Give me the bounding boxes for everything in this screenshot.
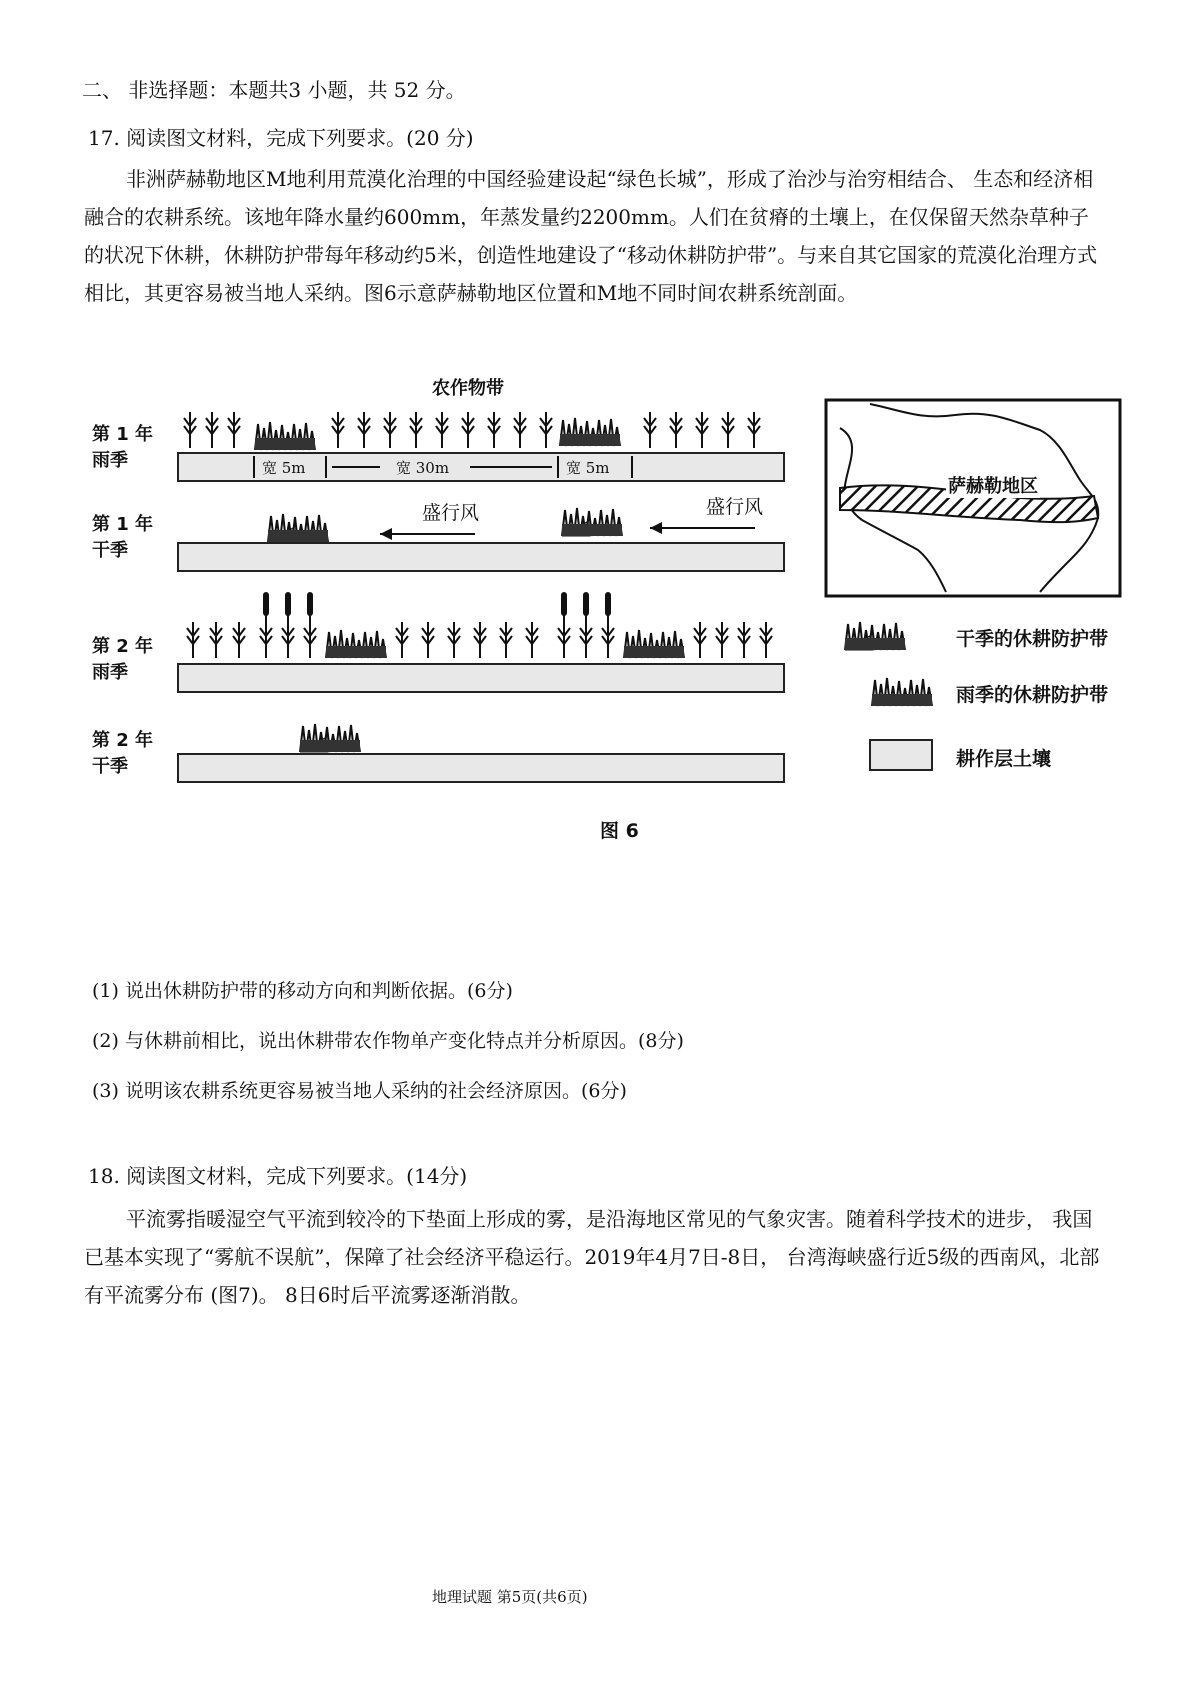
- question-18-paragraph: 平流雾指暖湿空气平流到较冷的下垫面上形成的雾，是沿海地区常见的气象灾害。随着科学技术的进步， 我国已基本实现了“雾航不误航”，保障了社会经济平稳运行。2019年4月7日-8日， 台湾海峡盛行近5级的西南风，北部有平流雾分布 (图7)。 8日6时后平流雾逐渐消散。: [84, 1207, 1100, 1307]
- section-heading: 二、 非选择题：本题共3 小题，共 52 分。: [82, 78, 466, 102]
- row-label-year2-rainy: 第 2 年 雨季: [92, 636, 154, 683]
- rainy-fallow-belt: [624, 630, 684, 658]
- legend-label-dry: 干季的休耕防护带: [956, 628, 1109, 650]
- soil-layer: [178, 754, 784, 782]
- dry-fallow-belt: [268, 514, 328, 542]
- page-footer: 地理试题 第5页(共6页): [432, 1588, 588, 1606]
- figure-6: [0, 370, 1200, 850]
- figure-6-graphic: [0, 370, 1200, 850]
- sahel-map: [826, 400, 1120, 596]
- figure-caption: 图 6: [600, 820, 639, 842]
- width-label-5m-left: 宽 5m: [262, 459, 306, 477]
- row-label-year1-dry: 第 1 年 干季: [92, 514, 154, 561]
- dry-fallow-belt: [562, 508, 622, 536]
- legend-label-rainy: 雨季的休耕防护带: [956, 684, 1109, 706]
- row-label-year2-dry: 第 2 年 干季: [92, 730, 154, 777]
- crop-band-left: [184, 412, 240, 448]
- width-label-30m: 宽 30m: [396, 459, 450, 477]
- crop-band-label: 农作物带: [432, 378, 504, 399]
- rainy-season-fallow-belt-icon: [872, 678, 932, 706]
- row-year1-dry: [178, 508, 784, 571]
- cultivated-soil-icon: [870, 740, 932, 770]
- row-year2-rainy: [178, 592, 784, 692]
- crop-band-right: [644, 412, 760, 448]
- wind-label-left: 盛行风: [422, 502, 480, 524]
- subquestion-1: (1) 说出休耕防护带的移动方向和判断依据。(6分): [92, 980, 513, 1002]
- width-label-5m-right: 宽 5m: [566, 459, 610, 477]
- row-label-year1-rainy: 第 1 年 雨季: [92, 424, 154, 471]
- map-label-sahel: 萨赫勒地区: [946, 472, 1040, 498]
- question-17-paragraph: 非洲萨赫勒地区M地利用荒漠化治理的中国经验建设起“绿色长城”，形成了治沙与治穷相结合、 生态和经济相融合的农耕系统。该地年降水量约600mm，年蒸发量约2200mm。人们在贫瘠的土壤上，在仅保留天然杂草种子的状况下休耕，休耕防护带每年移动约5米，创造性地建设了“移动休耕防护带”。与来自其它国家的荒漠化治理方式相比，其更容易被当地人采纳。图6示意萨赫勒地区位置和M地不同时间农耕系统剖面。: [84, 167, 1098, 305]
- subquestion-2: (2) 与休耕前相比，说出休耕带农作物单产变化特点并分析原因。(8分): [92, 1030, 684, 1052]
- crop-band-middle: [332, 412, 552, 448]
- wind-label-right: 盛行风: [706, 496, 764, 518]
- dry-fallow-belt: [300, 724, 360, 752]
- legend-label-soil: 耕作层土壤: [956, 748, 1052, 770]
- row-year2-dry: [178, 724, 784, 782]
- soil-layer: [178, 543, 784, 571]
- question-17-title: 17. 阅读图文材料，完成下列要求。(20 分): [88, 126, 474, 150]
- legend-icons: [845, 622, 932, 770]
- rainy-fallow-belt: [326, 630, 386, 658]
- subquestion-3: (3) 说明该农耕系统更容易被当地人采纳的社会经济原因。(6分): [92, 1080, 627, 1102]
- question-18-title: 18. 阅读图文材料，完成下列要求。(14分): [88, 1164, 468, 1188]
- rainy-fallow-belt: [560, 418, 620, 446]
- dry-season-fallow-belt-icon: [845, 622, 905, 650]
- soil-layer: [178, 664, 784, 692]
- rainy-fallow-belt: [255, 422, 315, 450]
